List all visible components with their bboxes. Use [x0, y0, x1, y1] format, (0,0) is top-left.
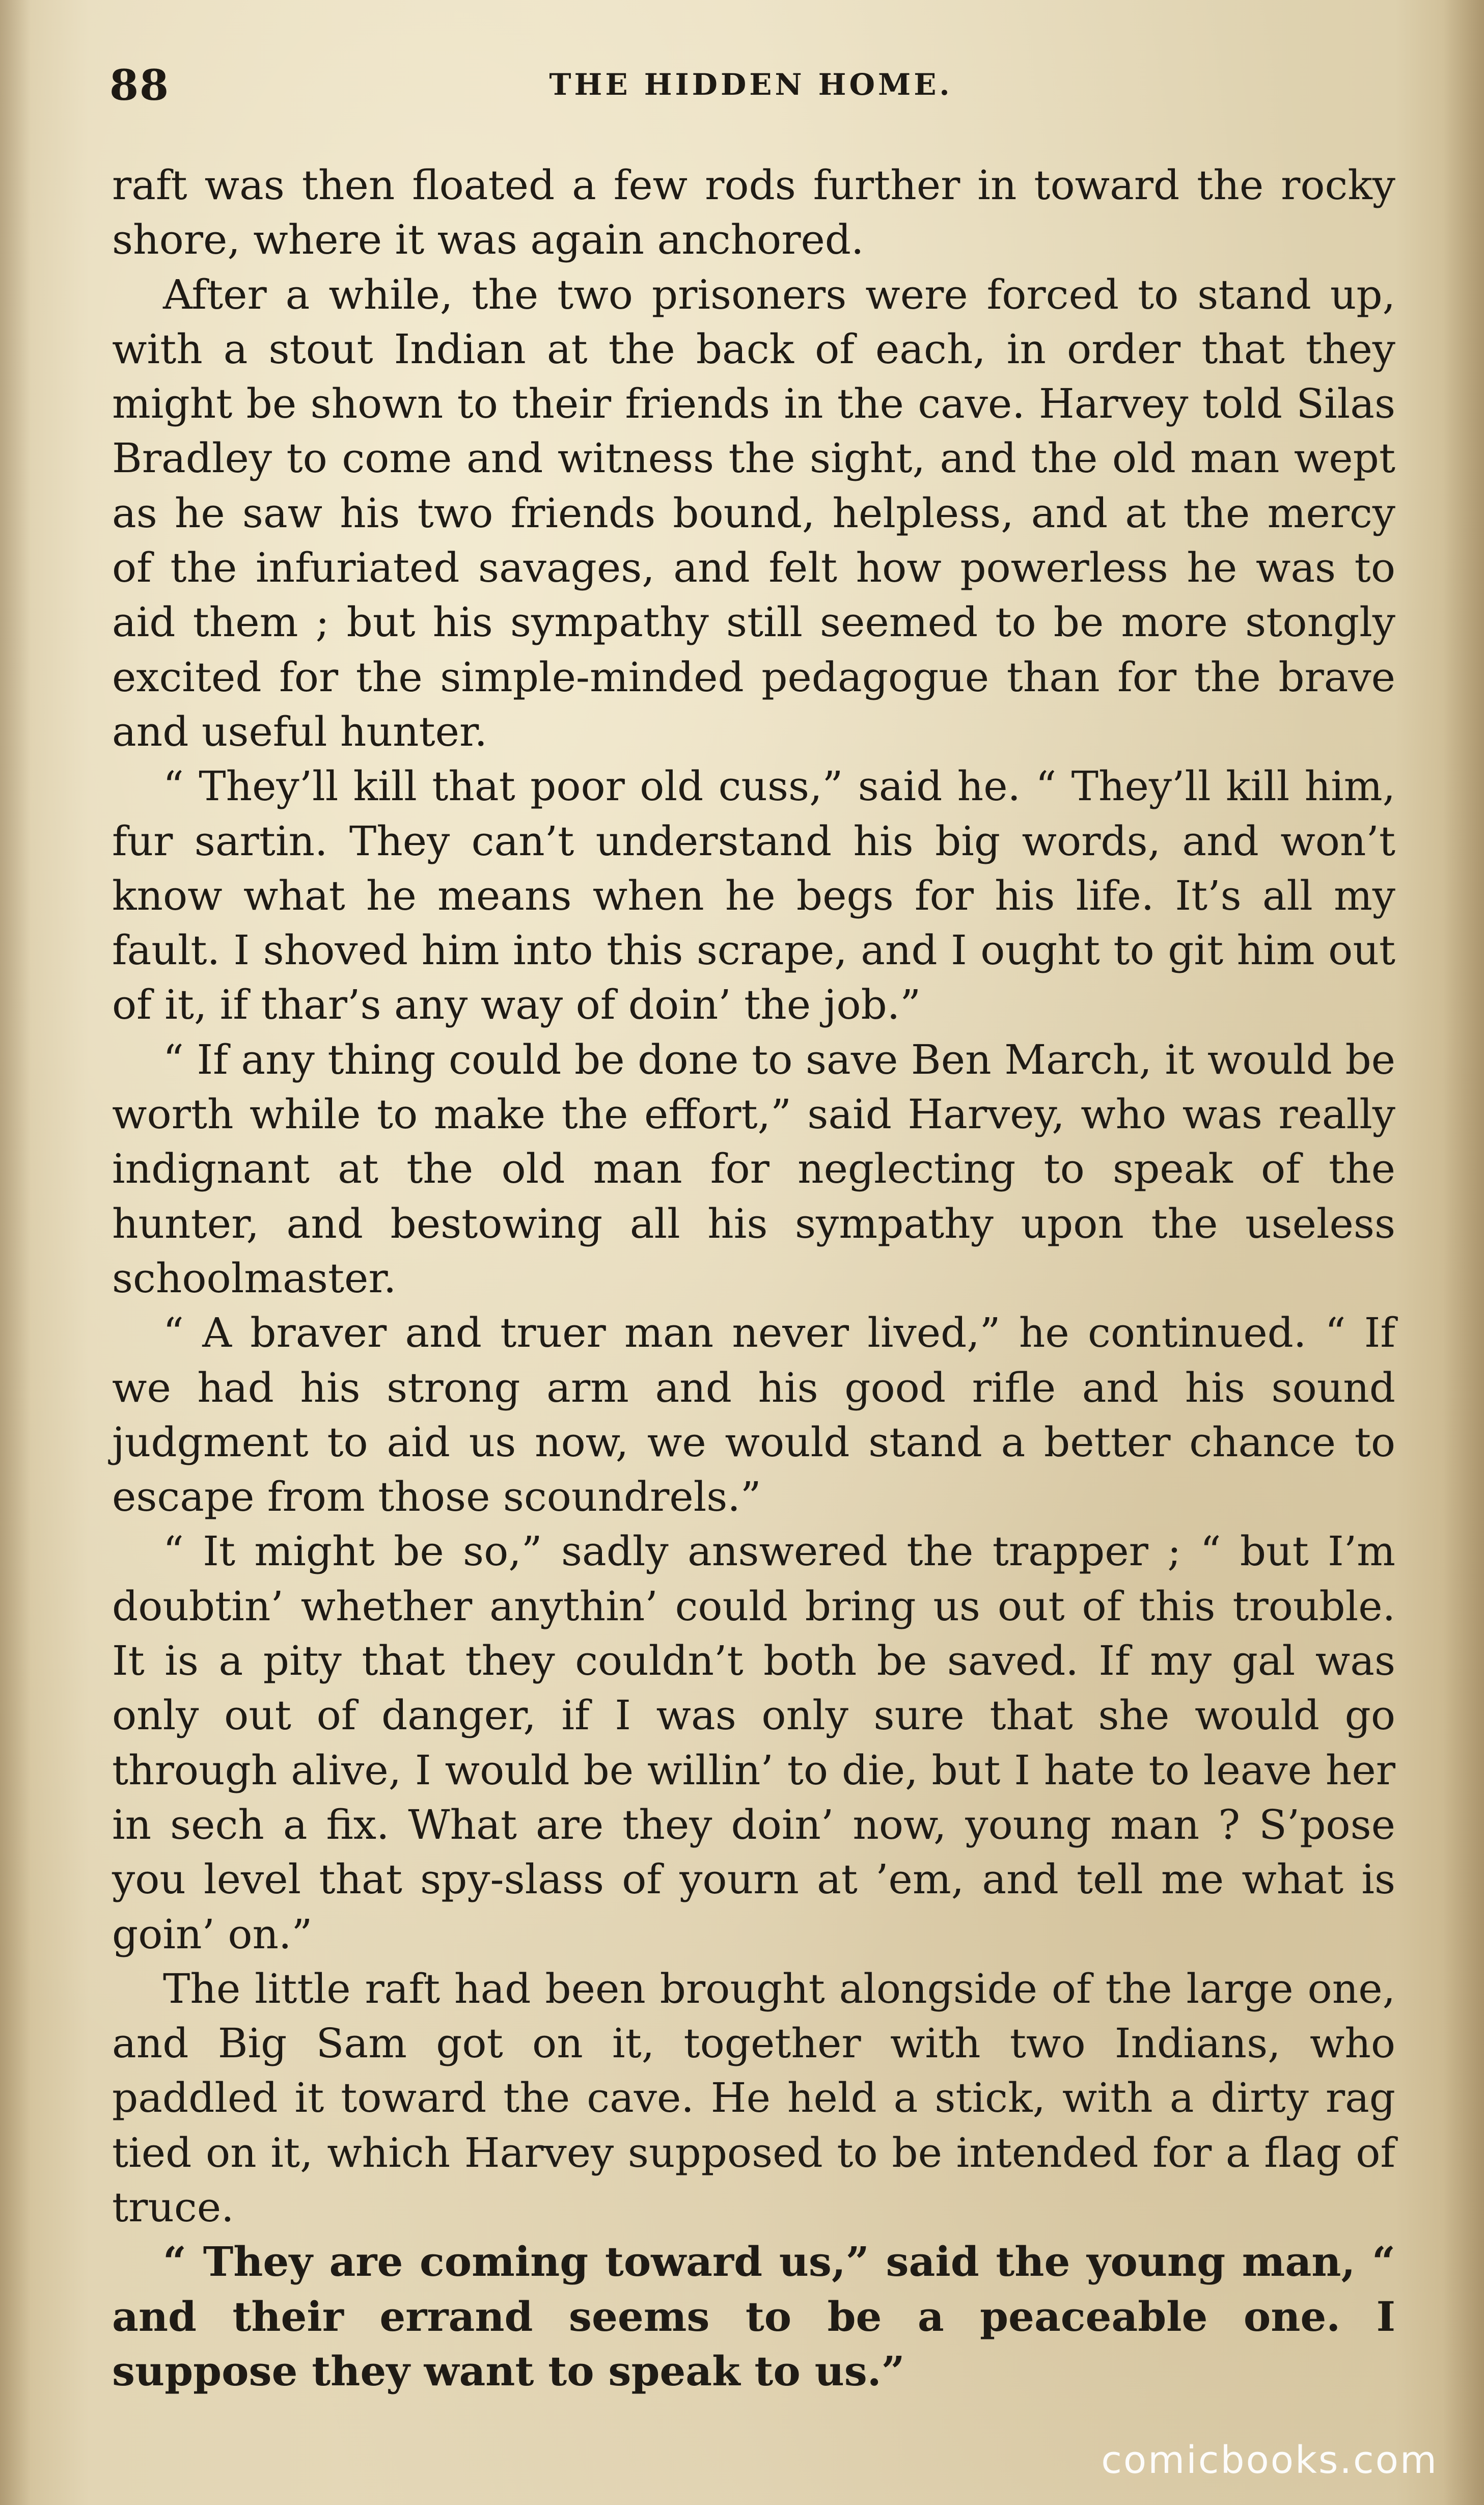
paragraph-3: “ They’ll kill that poor old cuss,” said he. “ They’ll kill him, fur sartin. They can’t understand his big words, and won’t know what he means when he begs for his life. It’s all my fault. I shoved him into this scrape, and I ought to git him out of it, if thar’s any way of doin’ the job.” — [112, 763, 1395, 1029]
paragraph-1: raft was then floated a few rods further in toward the rocky shore, where it was again anchored. — [112, 161, 1395, 264]
page-number: 88 — [109, 61, 170, 110]
running-head: THE HIDDEN HOME. — [549, 67, 953, 102]
paragraph-8: “ They are coming toward us,” said the young man, “ and their errand seems to be a peaceable one. I suppose they want to speak to us.” — [112, 2238, 1395, 2395]
paragraph-5: “ A braver and truer man never lived,” he continued. “ If we had his strong arm and his good rifle and his sound judgment to aid us now, we would stand a better chance to escape from those scoundrels.” — [112, 1309, 1395, 1521]
page-header — [109, 61, 1392, 117]
paragraph-2: After a while, the two prisoners were forced to stand up, with a stout Indian at the back of each, in order that they might be shown to their friends in the cave. Harvey told Silas Bradley to come and witness the sight, and the old man wept as he saw his two friends bound, helpless, and at the mercy of the infuriated savages, and felt how powerless he was to aid them ; but his sympathy still seemed to be more stongly excited for the simple-minded pedagogue than for the brave and useful hunter. — [112, 270, 1395, 755]
watermark: comicbooks.com — [1101, 2438, 1438, 2482]
paragraph-7: The little raft had been brought alongside of the large one, and Big Sam got on it, together with two Indians, who paddled it toward the cave. He held a stick, with a dirty rag tied on it, which Harvey supposed to be intended for a flag of truce. — [112, 1965, 1395, 2231]
page-shadow-left — [0, 0, 31, 2505]
body-text — [112, 158, 1395, 2399]
paragraph-4: “ If any thing could be done to save Ben March, it would be worth while to make the effort,” said Harvey, who was really indignant at the old man for neglecting to speak of the hunter, and bestowing all his sympathy upon the useless schoolmaster. — [112, 1036, 1395, 1302]
paragraph-6: “ It might be so,” sadly answered the trapper ; “ but I’m doubtin’ whether anythin’ could bring us out of this trouble. It is a pity that they couldn’t both be saved. If my gal was only out of danger, if I was only sure that she would go through alive, I would be willin’ to die, but I hate to leave her in sech a fix. What are they doin’ now, young man ? S’pose you level that spy-slass of yourn at ’em, and tell me what is goin’ on.” — [112, 1528, 1395, 1958]
page-shadow-right — [1443, 0, 1484, 2505]
